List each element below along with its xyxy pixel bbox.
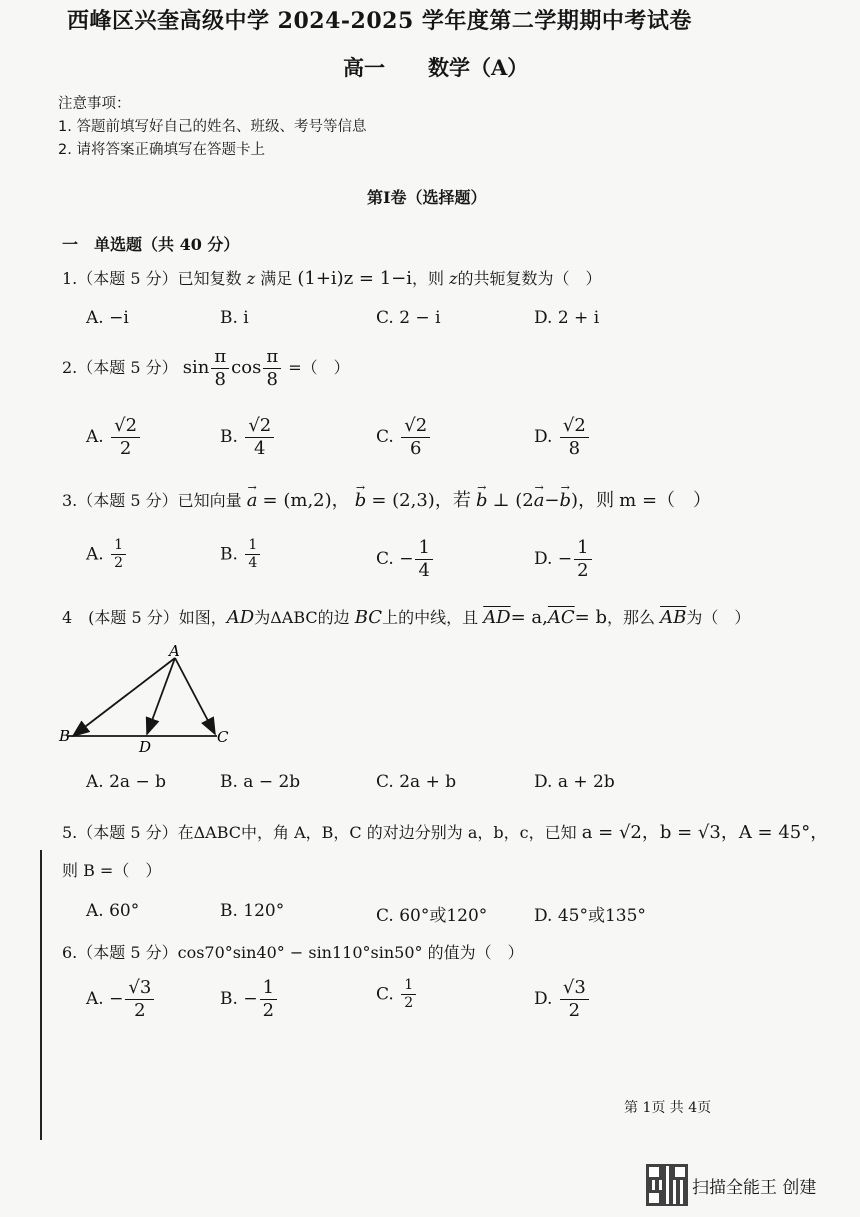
q2-frac-1 xyxy=(211,347,229,390)
q4-ac-val: = b xyxy=(574,607,607,628)
q2-option-d[interactable] xyxy=(534,416,591,459)
q2-c-label: C. xyxy=(376,426,394,447)
q3-d-frac xyxy=(574,538,591,581)
q5-option-b[interactable]: B. 120° xyxy=(220,901,285,921)
question-6: 6.（本题 5 分）cos70°sin40° − sin110°sin50° 的值为（ ） xyxy=(62,943,524,962)
q4-option-d[interactable]: D. a + 2b xyxy=(534,772,615,792)
vector-ac xyxy=(175,658,215,734)
q3-b-frac xyxy=(245,538,260,572)
q2-d-num: √2 xyxy=(560,416,589,438)
q6-d-den: 2 xyxy=(568,999,581,1021)
q2-b-frac xyxy=(245,416,274,459)
q3-prefix: 3.（本题 5 分）已知向量 xyxy=(62,491,242,510)
q6-a-frac xyxy=(125,978,154,1021)
section-title: 第Ⅰ卷（选择题） xyxy=(367,188,487,207)
q2-d-label: D. xyxy=(534,426,553,447)
q2-a-num: √2 xyxy=(111,416,140,438)
q6-c-label: C. xyxy=(376,984,394,1005)
q1-option-c[interactable]: C. 2 − i xyxy=(376,308,441,328)
notes-heading: 注意事项： xyxy=(58,96,131,112)
q3-b-eq: = (2,3)，若 xyxy=(371,490,471,511)
q4-option-c[interactable]: C. 2a + b xyxy=(376,772,457,792)
q1-z: z xyxy=(246,269,256,288)
subject-label: 数学（A） xyxy=(428,55,529,80)
label-b: B xyxy=(59,727,71,745)
q5-line2: 则 B =（ ） xyxy=(62,861,162,880)
q4-ad-vec: $\overline{AD}$ xyxy=(483,607,511,628)
q3-a-den: 2 xyxy=(114,555,124,572)
q6-a-den: 2 xyxy=(134,999,146,1021)
triangle-figure xyxy=(55,640,245,755)
q3-vec-a: → a xyxy=(247,490,258,511)
q4-mid: 为ΔABC的边 xyxy=(254,608,350,627)
section-part: 一 单选题（共 40 分） xyxy=(62,235,240,254)
q2-option-c[interactable] xyxy=(376,416,432,459)
q3-vec-a2: → a xyxy=(534,490,545,511)
q1-z2: z xyxy=(449,269,458,288)
q6-option-a[interactable] xyxy=(86,978,156,1021)
grade-label: 高一 xyxy=(343,55,385,80)
q1-prefix: 1.（本题 5 分）已知复数 xyxy=(62,269,242,288)
q6-a-label: A. xyxy=(86,988,104,1009)
q6-b-label: B. xyxy=(220,988,238,1009)
q4-option-a[interactable]: A. 2a − b xyxy=(86,772,166,792)
q3-minus: − xyxy=(544,490,560,511)
q2-prefix: 2.（本题 5 分） xyxy=(62,357,178,377)
q3-perp: ⊥ (2 xyxy=(492,490,534,511)
question-1 xyxy=(62,266,602,289)
q2-a-label: A. xyxy=(86,426,104,447)
q4-ad: AD xyxy=(226,607,255,628)
q4-ad-val: = a, xyxy=(510,607,548,628)
q3-option-b[interactable] xyxy=(220,538,262,572)
q3-c-frac xyxy=(415,538,432,581)
q2-b-den: 4 xyxy=(254,437,266,459)
q2-b-label: B. xyxy=(220,426,238,447)
q2-c-num: √2 xyxy=(401,416,430,438)
q5-option-d[interactable]: D. 45°或135° xyxy=(534,906,646,926)
q3-option-d[interactable] xyxy=(534,538,594,581)
q2-option-a[interactable] xyxy=(86,416,142,459)
q6-c-num: 1 xyxy=(401,978,416,995)
q3-c-den: 4 xyxy=(418,559,430,581)
label-a: A xyxy=(169,642,180,660)
q3-b-label: B. xyxy=(220,544,238,565)
q3-c-sign: − xyxy=(399,548,414,569)
q2-c-den: 6 xyxy=(409,437,422,459)
q2-sin: sin xyxy=(182,356,210,378)
q5-line1: 5.（本题 5 分）在ΔABC中，角 A，B，C 的对边分别为 a，b，c，已知 xyxy=(62,823,577,842)
q4-bc: BC xyxy=(354,607,383,628)
q2-cos: cos xyxy=(231,356,262,378)
q6-d-num: √3 xyxy=(560,978,589,1000)
q4-prefix: 4 (本题 5 分）如图， xyxy=(62,608,227,627)
q3-c-num: 1 xyxy=(415,538,432,560)
q3-vec-b: → b xyxy=(355,490,367,511)
q6-a-sign: − xyxy=(109,988,124,1009)
q1-option-d[interactable]: D. 2 + i xyxy=(534,308,600,328)
note-item-2: 2. 请将答案正确填写在答题卡上 xyxy=(58,142,265,158)
q2-tail: =（ ） xyxy=(288,357,350,377)
q3-close: )，则 xyxy=(571,490,615,511)
qr-code-icon xyxy=(646,1164,688,1206)
q5-option-c[interactable]: C. 60°或120° xyxy=(376,906,488,926)
label-d: D xyxy=(139,738,152,755)
q2-frac-2-den: 8 xyxy=(266,368,278,390)
exam-title: 西峰区兴奎高级中学 2024-2025 学年度第二学期期中考试卷 xyxy=(67,8,692,34)
question-4 xyxy=(62,605,750,628)
q3-a-num: 1 xyxy=(111,538,126,555)
q3-a-label: A. xyxy=(86,544,104,565)
q3-b-num: 1 xyxy=(245,538,260,555)
q6-option-d[interactable] xyxy=(534,978,591,1021)
q1-mid: 满足 xyxy=(260,269,293,288)
q6-d-frac xyxy=(560,978,589,1021)
q3-option-a[interactable] xyxy=(86,538,128,572)
note-item-1: 1. 答题前填写好自己的姓名、班级、考号等信息 xyxy=(58,119,367,135)
q2-d-frac xyxy=(560,416,589,459)
q6-c-den: 2 xyxy=(404,995,414,1012)
q2-c-frac xyxy=(401,416,430,459)
q2-d-den: 8 xyxy=(568,437,581,459)
q3-a-frac xyxy=(111,538,126,572)
q6-option-b[interactable] xyxy=(220,978,279,1021)
q2-frac-2 xyxy=(263,347,281,390)
q4-option-b[interactable]: B. a − 2b xyxy=(220,772,301,792)
scan-edge-line xyxy=(40,850,42,1140)
q1-option-b[interactable]: B. i xyxy=(220,308,249,328)
q3-option-c[interactable] xyxy=(376,538,435,581)
question-2 xyxy=(62,347,350,390)
q4-ab-vec: $\overline{AB}$ xyxy=(660,607,687,628)
q6-b-den: 2 xyxy=(262,999,275,1021)
q3-c-label: C. xyxy=(376,548,394,569)
q2-option-b[interactable] xyxy=(220,416,276,459)
q2-a-den: 2 xyxy=(119,437,132,459)
q1-tail2: 的共轭复数为（ ） xyxy=(457,269,602,288)
q5-option-a[interactable]: A. 60° xyxy=(86,901,140,921)
q3-a-eq: = (m,2)， xyxy=(262,490,350,511)
q1-equation: (1+i)z = 1−i xyxy=(297,268,412,289)
q6-b-sign: − xyxy=(243,988,258,1009)
q6-b-frac xyxy=(260,978,277,1021)
q6-option-c[interactable] xyxy=(376,978,418,1012)
question-3 xyxy=(62,486,711,512)
question-5-line1 xyxy=(62,818,828,844)
q3-d-sign: − xyxy=(557,548,573,569)
q4-ac-vec: $\overline{AC}$ xyxy=(547,607,575,628)
q5-cond: a = √2，b = √3，A = 45°， xyxy=(581,822,829,843)
q6-c-frac xyxy=(401,978,416,1012)
q4-mid2: 上的中线，且 xyxy=(382,608,479,627)
scanner-watermark: 扫描全能王 创建 xyxy=(692,1178,817,1198)
q3-d-num: 1 xyxy=(574,538,591,560)
q3-vec-b2: → b xyxy=(476,490,488,511)
q2-a-frac xyxy=(111,416,140,459)
q1-option-a[interactable]: A. −i xyxy=(86,308,129,328)
q3-d-den: 2 xyxy=(577,559,589,581)
q2-frac-1-den: 8 xyxy=(214,368,226,390)
q2-frac-1-num: π xyxy=(211,347,229,369)
q6-d-label: D. xyxy=(534,988,553,1009)
q3-b-den: 4 xyxy=(248,555,258,572)
q3-vec-b3: → b xyxy=(560,490,572,511)
q1-tail: ，则 xyxy=(412,269,445,288)
q4-tail: ，那么 xyxy=(607,608,656,627)
q3-d-label: D. xyxy=(534,548,553,569)
q4-tail2: 为（ ） xyxy=(686,608,751,627)
q3-m-eq: m =（ ） xyxy=(619,490,712,511)
q6-a-num: √3 xyxy=(125,978,154,1000)
q6-b-num: 1 xyxy=(260,978,277,1000)
q2-frac-2-num: π xyxy=(263,347,281,369)
page-number: 第 1页 共 4页 xyxy=(624,1100,712,1116)
label-c: C xyxy=(217,728,229,746)
q2-b-num: √2 xyxy=(245,416,274,438)
